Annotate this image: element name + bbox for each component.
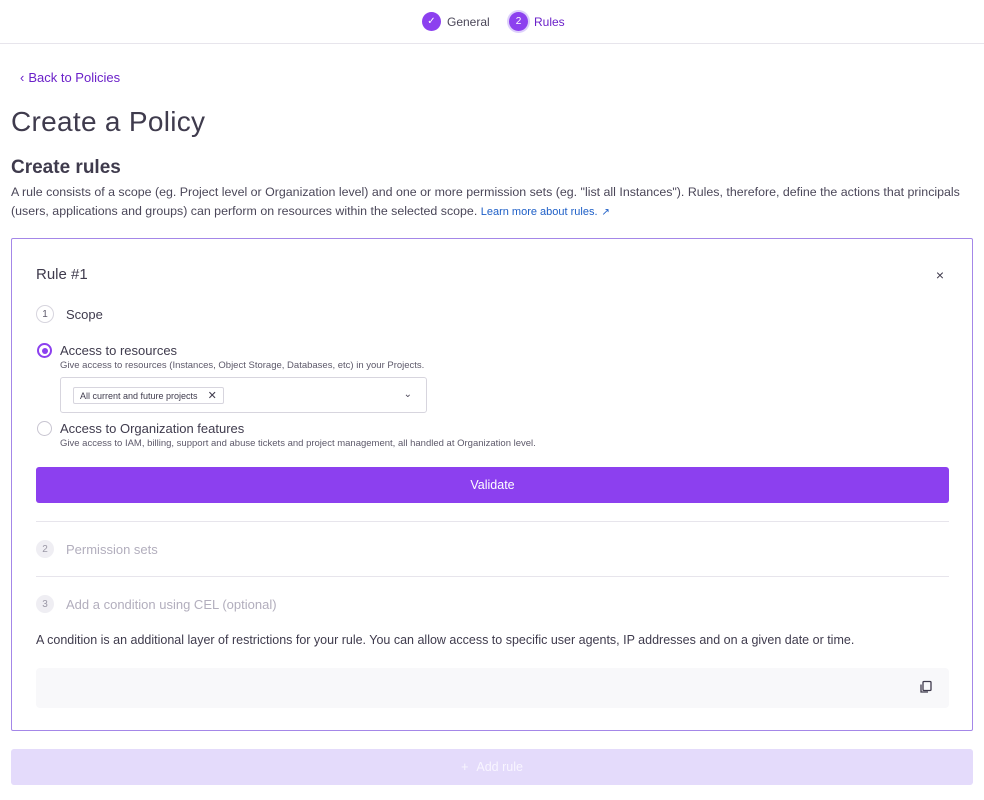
chevron-left-icon: ‹ (20, 70, 25, 85)
copy-icon[interactable] (919, 680, 933, 694)
rule-title: Rule #1 (36, 266, 88, 283)
section-intro (11, 183, 971, 222)
divider (36, 521, 949, 522)
scope-step-label: Scope (66, 307, 103, 322)
page-title: Create a Policy (11, 106, 206, 137)
external-link-icon[interactable]: ↗ (601, 207, 610, 218)
project-select[interactable] (60, 377, 427, 413)
add-rule-button[interactable] (11, 749, 973, 785)
condition-step-number: 3 (36, 595, 54, 613)
learn-more-link[interactable]: Learn more about rules. (480, 206, 598, 218)
close-icon[interactable]: × (935, 267, 944, 283)
add-rule-label: Add rule (476, 760, 523, 774)
step-rules-label: Rules (534, 14, 565, 29)
access-resources-description: Give access to resources (Instances, Object Storage, Databases, etc) in your Projects. (60, 360, 425, 371)
divider (36, 576, 949, 577)
back-link-label: Back to Policies (28, 70, 121, 85)
permission-sets-step-label[interactable]: Permission sets (66, 542, 158, 557)
radio-access-resources[interactable] (37, 343, 52, 358)
condition-description: A condition is an additional layer of restrictions for your rule. You can allow access to specific user agents, IP addresses and on a given date or time. (36, 633, 855, 647)
step-general-label: General (447, 14, 490, 29)
step-rules[interactable] (509, 12, 565, 31)
step-general[interactable] (422, 12, 490, 31)
stepper (0, 0, 984, 44)
access-resources-title: Access to resources (60, 343, 178, 358)
condition-step-label[interactable]: Add a condition using CEL (optional) (66, 597, 277, 612)
permission-sets-step-number: 2 (36, 540, 54, 558)
step-rules-number: 2 (509, 12, 528, 31)
validate-button[interactable]: Validate (36, 467, 949, 503)
access-organization-title: Access to Organization features (60, 421, 245, 436)
access-organization-description: Give access to IAM, billing, support and abuse tickets and project management, all handled at Organization level. (60, 438, 536, 449)
check-icon: ✓ (422, 12, 441, 31)
chevron-down-icon: ⌄ (403, 389, 412, 400)
cel-condition-editor[interactable] (36, 668, 949, 708)
back-to-policies-link[interactable] (20, 70, 120, 85)
rule-card (11, 238, 973, 731)
radio-access-organization[interactable] (37, 421, 52, 436)
remove-tag-icon[interactable]: ✕ (207, 390, 217, 402)
plus-icon: + (461, 760, 469, 774)
scope-step-number: 1 (36, 305, 54, 323)
project-tag-label: All current and future projects (80, 390, 198, 401)
intro-text: A rule consists of a scope (eg. Project level or Organization level) and one or more permission sets (eg. "list all Instances"). Rules, therefore, define the actions that principals (users, applications and groups) can perform on resources within the selected scope. (11, 185, 960, 218)
section-title: Create rules (11, 157, 121, 178)
project-tag (73, 387, 224, 404)
